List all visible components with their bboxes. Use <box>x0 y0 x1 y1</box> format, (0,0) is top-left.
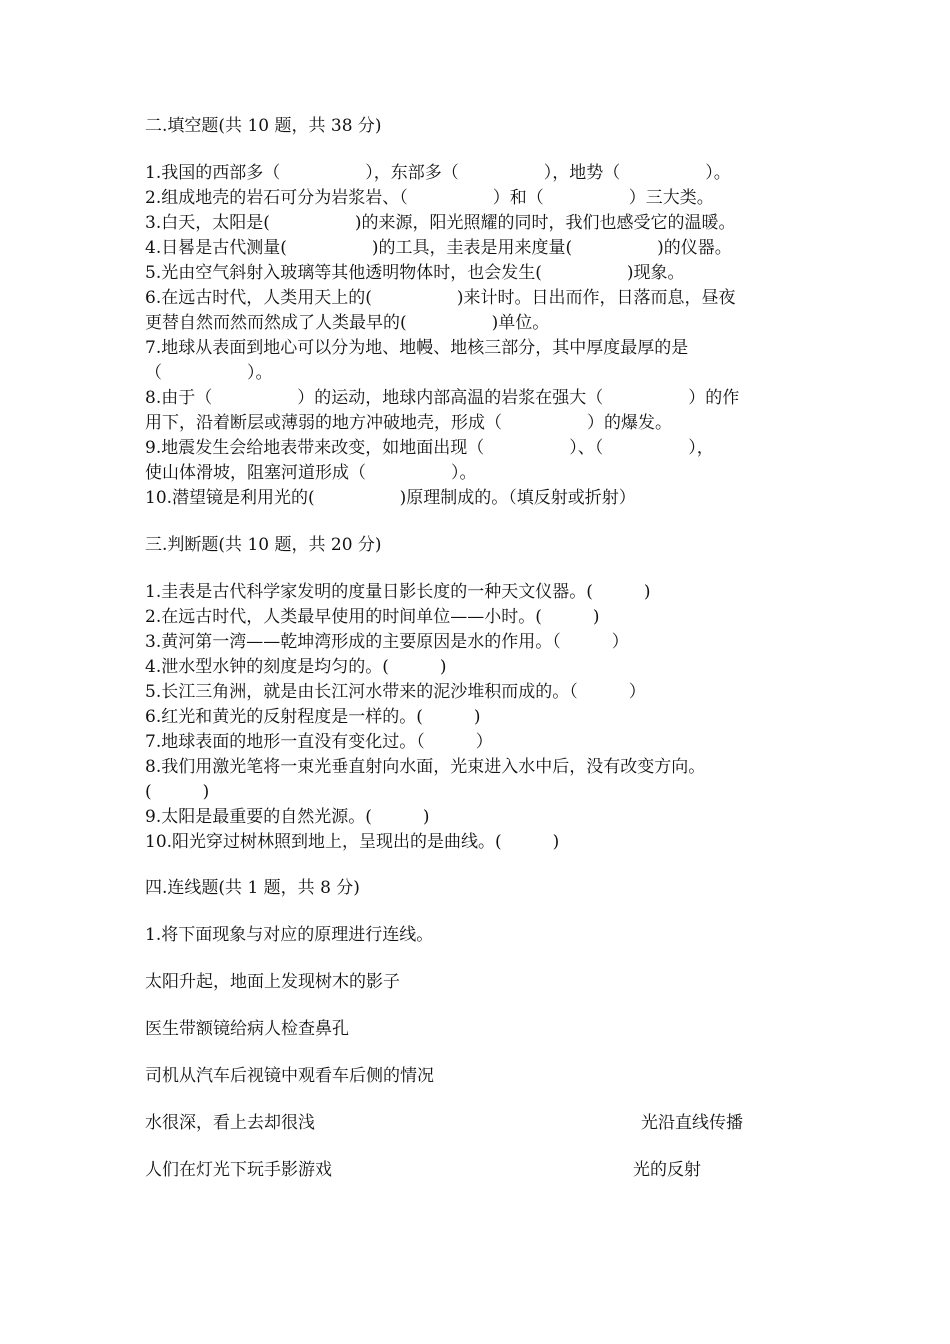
fill-blank-line: 5.光由空气斜射入玻璃等其他透明物体时，也会发生( )现象。 <box>145 263 685 283</box>
fill-blank-line: 9.地震发生会给地表带来改变，如地面出现（ ）、（ ）， <box>145 438 714 458</box>
judge-line: 4.泄水型水钟的刻度是均匀的。( ) <box>145 657 447 677</box>
judge-line: 5.长江三角洲，就是由长江河水带来的泥沙堆积而成的。（ ） <box>145 682 646 702</box>
fill-blank-line: 2.组成地壳的岩石可分为岩浆岩、（ ）和（ ）三大类。 <box>145 188 714 208</box>
fill-blank-line: 使山体滑坡，阻塞河道形成（ ）。 <box>145 463 477 483</box>
judge-line: 2.在远古时代，人类最早使用的时间单位——小时。( ) <box>145 607 600 627</box>
fill-blank-line: 3.白天，太阳是( )的来源，阳光照耀的同时，我们也感受它的温暖。 <box>145 213 736 233</box>
fill-blank-line: 更替自然而然而然成了人类最早的( )单位。 <box>145 313 550 333</box>
judge-line: 1.圭表是古代科学家发明的度量日影长度的一种天文仪器。( ) <box>145 582 651 602</box>
matching-right-item: 光沿直线传播 <box>641 1113 743 1133</box>
judge-line: 9.太阳是最重要的自然光源。( ) <box>145 807 430 827</box>
fill-blank-line: 6.在远古时代，人类用天上的( )来计时。日出而作，日落而息，昼夜 <box>145 288 736 308</box>
fill-blank-line: 7.地球从表面到地心可以分为地、地幔、地核三部分，其中厚度最厚的是 <box>145 338 689 358</box>
judge-line: ( ) <box>145 782 210 802</box>
matching-left-item: 太阳升起，地面上发现树木的影子 <box>145 972 400 992</box>
fill-blank-line: 10.潜望镜是利用光的( )原理制成的。（填反射或折射） <box>145 488 636 508</box>
matching-left-item: 人们在灯光下玩手影游戏 <box>145 1160 332 1180</box>
judge-line: 3.黄河第一湾——乾坤湾形成的主要原因是水的作用。（ ） <box>145 632 629 652</box>
fill-blank-line: （ ）。 <box>145 363 273 383</box>
section4-heading: 四.连线题(共 1 题，共 8 分) <box>145 878 360 898</box>
matching-question: 1.将下面现象与对应的原理进行连线。 <box>145 925 434 945</box>
fill-blank-line: 1.我国的西部多（ ），东部多（ ），地势（ ）。 <box>145 163 731 183</box>
matching-left-item: 水很深，看上去却很浅 <box>145 1113 315 1133</box>
matching-right-item: 光的反射 <box>633 1160 701 1180</box>
matching-left-item: 司机从汽车后视镜中观看车后侧的情况 <box>145 1066 434 1086</box>
judge-line: 6.红光和黄光的反射程度是一样的。( ) <box>145 707 481 727</box>
judge-line: 8.我们用激光笔将一束光垂直射向水面，光束进入水中后，没有改变方向。 <box>145 757 706 777</box>
fill-blank-line: 用下，沿着断层或薄弱的地方冲破地壳，形成（ ）的爆发。 <box>145 413 672 433</box>
section2-heading: 二.填空题(共 10 题，共 38 分) <box>145 116 382 136</box>
fill-blank-line: 4.日晷是古代测量( )的工具，圭表是用来度量( )的仪器。 <box>145 238 732 258</box>
judge-line: 7.地球表面的地形一直没有变化过。（ ） <box>145 732 493 752</box>
section3-heading: 三.判断题(共 10 题，共 20 分) <box>145 535 382 555</box>
judge-line: 10.阳光穿过树林照到地上，呈现出的是曲线。( ) <box>145 832 560 852</box>
fill-blank-line: 8.由于（ ）的运动，地球内部高温的岩浆在强大（ ）的作 <box>145 388 740 408</box>
matching-left-item: 医生带额镜给病人检查鼻孔 <box>145 1019 349 1039</box>
